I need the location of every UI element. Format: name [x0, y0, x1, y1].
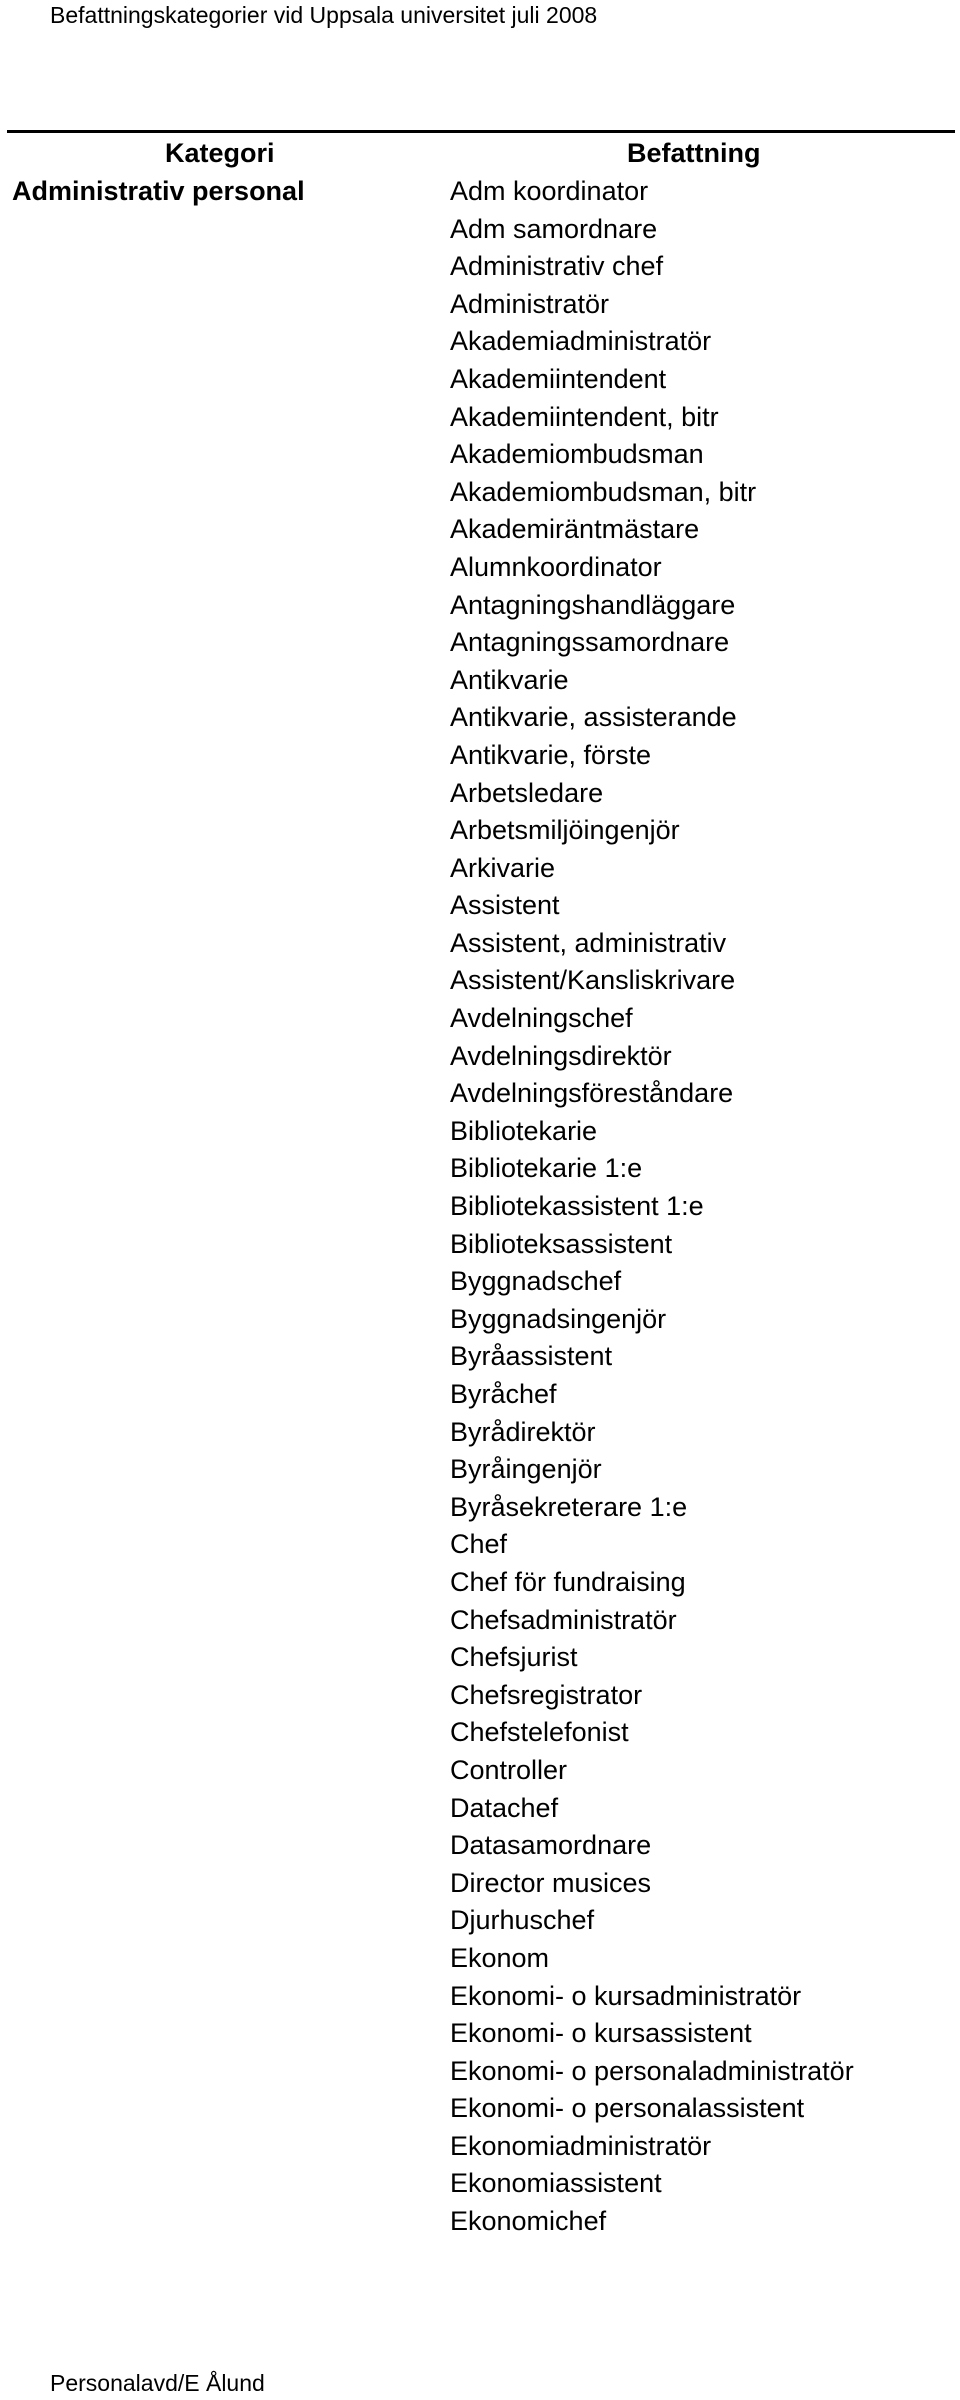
position-list — [450, 173, 854, 2241]
page-footer: Personalavd/E Ålund — [50, 2370, 265, 2396]
position-item: Bibliotekarie — [450, 1115, 598, 1146]
position-item: Byråsekreterare 1:e — [450, 1491, 688, 1522]
position-item: Arbetsmiljöingenjör — [450, 815, 680, 846]
position-item: Akademiräntmästare — [450, 514, 700, 545]
position-item: Avdelningschef — [450, 1003, 633, 1034]
category-cell: Administrativ personal — [12, 176, 305, 206]
position-item: Antikvarie, assisterande — [450, 702, 737, 733]
position-item: Akademiombudsman — [450, 439, 704, 470]
position-item: Bibliotekassistent 1:e — [450, 1191, 704, 1222]
position-item: Arkivarie — [450, 852, 556, 883]
position-item: Ekonomi- o personaladministratör — [450, 2055, 854, 2086]
position-item: Akademiintendent — [450, 363, 667, 394]
position-item: Chefstelefonist — [450, 1717, 629, 1748]
page-header: Befattningskategorier vid Uppsala universitet juli 2008 — [50, 2, 598, 28]
position-item: Byråingenjör — [450, 1454, 602, 1485]
position-item: Assistent, administrativ — [450, 927, 727, 958]
position-item: Chefsjurist — [450, 1642, 578, 1673]
position-item: Assistent — [450, 890, 560, 921]
position-item: Akademiombudsman, bitr — [450, 476, 757, 507]
position-item: Chef för fundraising — [450, 1566, 686, 1597]
position-item: Ekonomi- o kursadministratör — [450, 1980, 802, 2011]
column-header-kategori: Kategori — [165, 138, 275, 168]
position-item: Datasamordnare — [450, 1830, 652, 1861]
position-item: Akademiadministratör — [450, 326, 712, 357]
position-item: Byråassistent — [450, 1341, 613, 1372]
position-item: Administrativ chef — [450, 251, 664, 282]
position-item: Avdelningsdirektör — [450, 1040, 672, 1071]
position-item: Ekonomi- o personalassistent — [450, 2093, 805, 2124]
position-item: Ekonomichef — [450, 2206, 607, 2237]
position-item: Ekonomiadministratör — [450, 2130, 712, 2161]
position-item: Antikvarie, förste — [450, 739, 652, 770]
position-item: Chef — [450, 1529, 508, 1560]
position-item: Chefsadministratör — [450, 1604, 677, 1635]
position-item: Bibliotekarie 1:e — [450, 1153, 643, 1184]
position-item: Alumnkoordinator — [450, 551, 662, 582]
position-item: Controller — [450, 1754, 568, 1785]
position-item: Chefsregistrator — [450, 1679, 643, 1710]
position-item: Arbetsledare — [450, 777, 604, 808]
position-item: Akademiintendent, bitr — [450, 401, 719, 432]
position-item: Adm samordnare — [450, 213, 658, 244]
column-header-befattning: Befattning — [627, 138, 761, 168]
position-item: Djurhuschef — [450, 1905, 595, 1936]
position-item: Director musices — [450, 1867, 652, 1898]
position-item: Assistent/Kansliskrivare — [450, 965, 736, 996]
position-item: Adm koordinator — [450, 176, 649, 206]
position-item: Byrådirektör — [450, 1416, 596, 1447]
table-header-rule — [7, 130, 955, 133]
position-item: Ekonomiassistent — [450, 2168, 662, 2199]
position-item: Antikvarie — [450, 664, 569, 695]
position-item: Biblioteksassistent — [450, 1228, 673, 1259]
position-item: Ekonomi- o kursassistent — [450, 2018, 752, 2049]
position-item: Byggnadschef — [450, 1266, 622, 1297]
position-item: Byråchef — [450, 1379, 557, 1409]
position-item: Byggnadsingenjör — [450, 1303, 667, 1334]
position-item: Ekonom — [450, 1942, 550, 1973]
position-item: Antagningshandläggare — [450, 589, 736, 620]
position-item: Antagningssamordnare — [450, 627, 730, 658]
position-item: Avdelningsföreståndare — [450, 1078, 734, 1109]
position-item: Administratör — [450, 288, 610, 319]
position-item: Datachef — [450, 1792, 559, 1823]
